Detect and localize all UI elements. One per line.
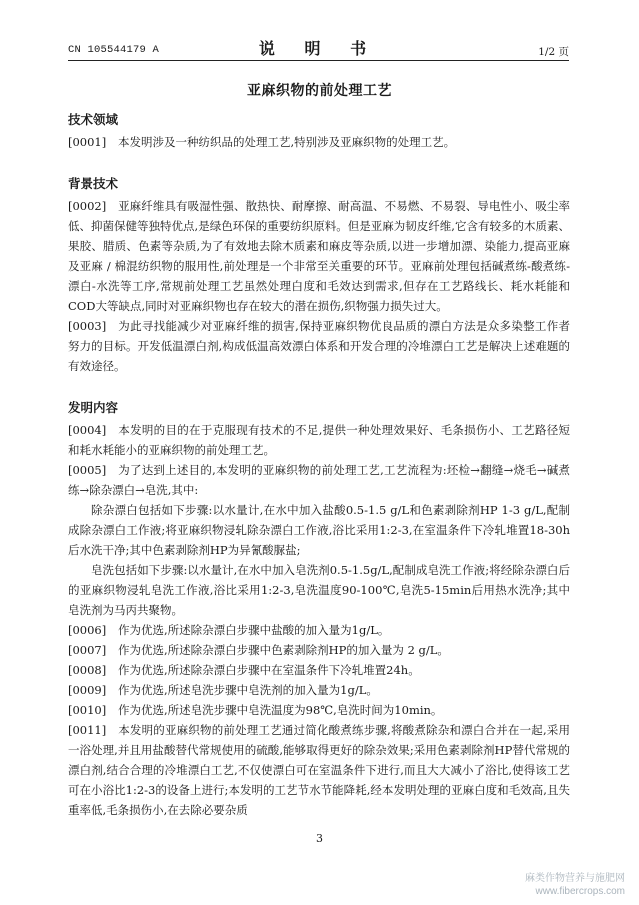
document-type: 说 明 书 [258, 39, 379, 58]
paragraph-0001 [68, 132, 570, 152]
paragraph-number: [0008] [68, 663, 107, 677]
paragraph-text: 作为优选,所述除杂漂白步骤中色素剥除剂HP的加入量为 2 g/L。 [118, 643, 449, 657]
header-rule [68, 60, 569, 61]
page-number: 3 [316, 832, 323, 845]
page-header [68, 34, 569, 58]
paragraph-0004 [68, 420, 570, 460]
paragraph-text: 本发明的亚麻织物的前处理工艺通过简化酸煮练步骤,将酸煮除杂和漂白合并在一起,采用一浴处理,并且用盐酸替代常规使用的硫酸,能够取得更好的除杂效果;采用色素剥除剂HP替代常规的漂白剂,结合合理的冷堆漂白工艺,不仅使漂白可在室温条件下进行,而且大大减小了浴比,使得该工艺可在小浴比1:2-3的设备上进行;本发明的工艺节水节能降耗,经本发明处理的亚麻白度和毛效高,且失重率低,毛条损伤小,在去除必要杂质 [68, 723, 570, 817]
paragraph-number: [0010] [68, 703, 107, 717]
paragraph-number: [0002] [68, 199, 107, 213]
paragraph-text: 作为优选,所述除杂漂白步骤中在室温条件下冷轧堆置24h。 [118, 663, 420, 677]
page-info: 1/2 页 [538, 46, 569, 58]
paragraph-number: [0003] [68, 319, 107, 333]
paragraph-0002 [68, 196, 570, 316]
paragraph-0007 [68, 640, 570, 660]
paragraph-0005 [68, 460, 570, 500]
paragraph-number: [0005] [68, 463, 107, 477]
watermark-site-name: 麻类作物营养与施肥网 [525, 873, 625, 884]
paragraph-0005-soaping: 皂洗包括如下步骤:以水量计,在水中加入皂洗剂0.5-1.5g/L,配制成皂洗工作液;将经除杂漂白后的亚麻织物浸轧皂洗工作液,浴比采用1:2-3,皂洗温度90-100℃,皂洗5-15min后用热水洗净;其中皂洗剂为马丙共聚物。 [68, 563, 570, 617]
paragraph-number: [0004] [68, 423, 107, 437]
paragraph-number: [0006] [68, 623, 107, 637]
paragraph-0011 [68, 720, 570, 820]
paragraph-text: 作为优选,所述除杂漂白步骤中盐酸的加入量为1g/L。 [118, 623, 390, 637]
paragraph-number: [0001] [68, 135, 107, 149]
section-heading-tech-field: 技术领域 [68, 112, 119, 127]
document-title: 亚麻织物的前处理工艺 [247, 83, 392, 99]
paragraph-text: 为了达到上述目的,本发明的亚麻织物的前处理工艺,工艺流程为:坯检→翻缝→烧毛→碱煮练→除杂漂白→皂洗,其中: [68, 463, 570, 497]
paragraph-text: 作为优选,所述皂洗步骤中皂洗剂的加入量为1g/L。 [118, 683, 378, 697]
paragraph-number: [0011] [68, 723, 107, 737]
paragraph-0003 [68, 316, 570, 376]
paragraph-number: [0009] [68, 683, 107, 697]
paragraph-text: 为此寻找能减少对亚麻纤维的损害,保持亚麻织物优良品质的漂白方法是众多染整工作者努力的目标。开发低温漂白剂,构成低温高效漂白体系和开发合理的冷堆漂白工艺是解决上述难题的有效途径。 [68, 319, 570, 373]
document-body [68, 110, 570, 820]
section-heading-background: 背景技术 [68, 176, 119, 191]
site-watermark [525, 872, 625, 898]
patent-number: CN 105544179 A [68, 44, 160, 56]
paragraph-0008 [68, 660, 570, 680]
paragraph-text: 本发明的目的在于克服现有技术的不足,提供一种处理效果好、毛条损伤小、工艺路径短和耗水耗能小的亚麻织物的前处理工艺。 [68, 423, 570, 457]
paragraph-text: 本发明涉及一种纺织品的处理工艺,特别涉及亚麻织物的处理工艺。 [118, 135, 456, 149]
paragraph-0006 [68, 620, 570, 640]
paragraph-text: 亚麻纤维具有吸湿性强、散热快、耐摩擦、耐高温、不易燃、不易裂、导电性小、吸尘率低、抑菌保健等独特优点,是绿色环保的重要纺织原料。但是亚麻为韧皮纤维,它含有较多的木质素、果胶、腊质、色素等杂质,为了有效地去除木质素和麻皮等杂质,以进一步增加漂、染能力,提高亚麻及亚麻 / 棉混纺织物的服用性,前处理是一个非常至关重要的环节。亚麻前处理包括碱煮练-酸煮练-漂白-水洗等工序,常规前处理工艺虽然处理白度和毛效达到需求,但存在工艺路线长、耗水耗能和COD大等缺点,同时对亚麻织物也存在较大的潜在损伤,织物强力损失过大。 [68, 199, 570, 313]
section-heading-invention: 发明内容 [68, 400, 119, 415]
paragraph-0009 [68, 680, 570, 700]
paragraph-0010 [68, 700, 570, 720]
watermark-url: www.fibercrops.com [535, 886, 625, 897]
paragraph-number: [0007] [68, 643, 107, 657]
paragraph-text: 作为优选,所述皂洗步骤中皂洗温度为98℃,皂洗时间为10min。 [118, 703, 443, 717]
paragraph-0005-bleaching: 除杂漂白包括如下步骤:以水量计,在水中加入盐酸0.5-1.5 g/L和色素剥除剂HP 1-3 g/L,配制成除杂漂白工作液;将亚麻织物浸轧除杂漂白工作液,浴比采用1:2-3,在室温条件下冷轧堆置18-30h后水洗干净;其中色素剥除剂HP为异氰酸脲盐; [68, 503, 570, 557]
